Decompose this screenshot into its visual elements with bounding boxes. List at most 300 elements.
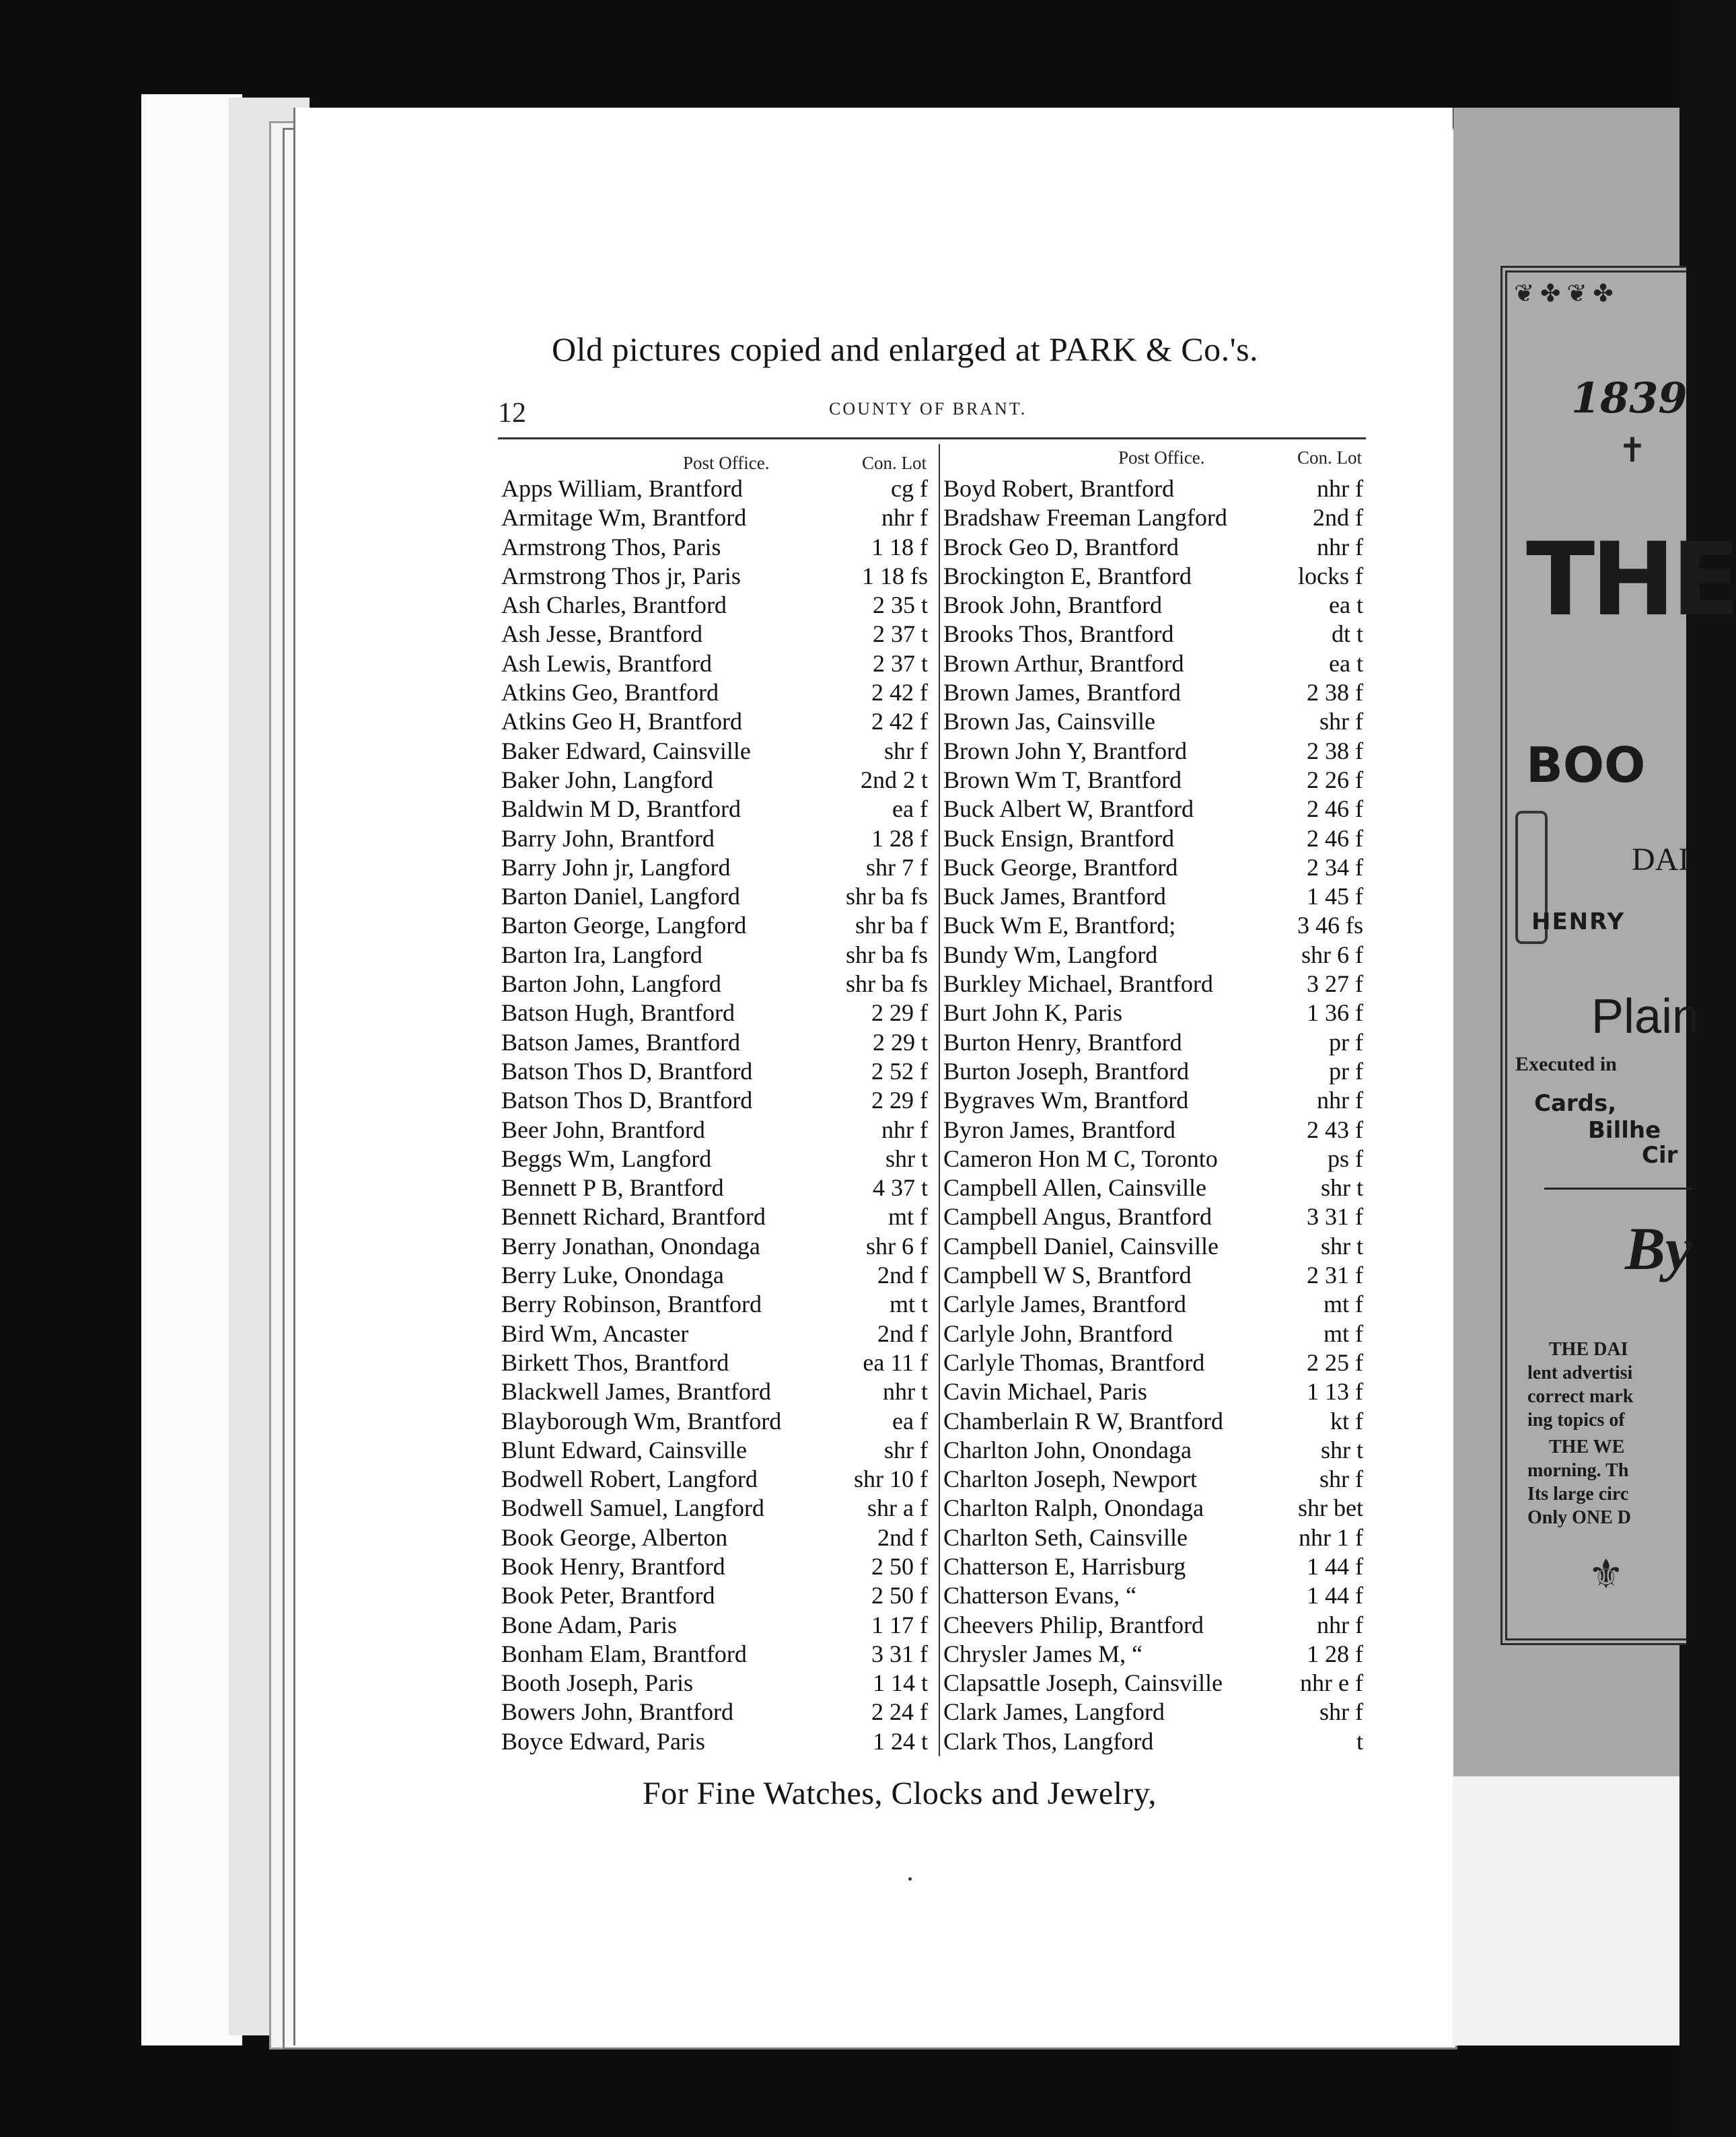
adjacent-page-margin — [1453, 1776, 1679, 2045]
entry-con-lot: 3 31 f — [871, 1640, 928, 1667]
entry-con-lot: 1 44 f — [1307, 1582, 1363, 1609]
directory-entry — [943, 1290, 1367, 1319]
directory-entry — [501, 1640, 932, 1669]
directory-entry — [501, 1232, 932, 1261]
entry-con-lot: shr ba fs — [846, 970, 928, 998]
directory-list — [943, 474, 1367, 1756]
header-advertisement: Old pictures copied and enlarged at PARK & Co.'s. — [552, 330, 1259, 368]
entry-con-lot: 1 18 f — [871, 533, 928, 560]
entry-name: Buck Wm E, Brantford; — [943, 912, 1176, 939]
directory-entry — [501, 1086, 932, 1115]
directory-entry — [943, 1436, 1367, 1465]
ad-line: Its large circ — [1527, 1484, 1629, 1505]
directory-entry — [943, 1261, 1367, 1290]
directory-entry — [501, 1116, 932, 1145]
entry-con-lot: 2 37 t — [872, 620, 928, 648]
entry-con-lot: pr f — [1329, 1057, 1363, 1085]
entry-con-lot: nhr f — [881, 1116, 928, 1143]
directory-entry — [943, 1377, 1367, 1406]
entry-con-lot: 1 17 f — [871, 1611, 928, 1638]
entry-name: Batson Thos D, Brantford — [501, 1087, 753, 1114]
directory-entry — [943, 1407, 1367, 1436]
entry-name: Batson Hugh, Brantford — [501, 999, 735, 1027]
entry-name: Ash Charles, Brantford — [501, 591, 727, 619]
directory-entry — [943, 737, 1367, 766]
entry-con-lot: 2 42 f — [871, 708, 928, 735]
entry-name: Ash Jesse, Brantford — [501, 620, 702, 648]
entry-con-lot: shr 6 f — [866, 1232, 928, 1260]
directory-entry — [501, 824, 932, 853]
entry-con-lot: 1 28 f — [1307, 1640, 1363, 1667]
ornament-icon: ❦ ✤ ❦ ✤ — [1514, 280, 1614, 307]
entry-con-lot: 2nd f — [1313, 504, 1363, 532]
directory-entry — [501, 1698, 932, 1727]
entry-con-lot: pr f — [1329, 1028, 1363, 1056]
entry-name: Burkley Michael, Brantford — [943, 970, 1213, 998]
entry-name: Ash Lewis, Brantford — [501, 649, 712, 677]
directory-entry — [943, 1057, 1367, 1086]
directory-entry — [943, 1727, 1367, 1756]
ad-title: THE — [1526, 521, 1736, 639]
entry-con-lot: ea t — [1329, 649, 1363, 677]
entry-con-lot: shr t — [1321, 1436, 1363, 1463]
entry-con-lot: 3 46 fs — [1297, 912, 1363, 939]
directory-entry — [501, 795, 932, 824]
entry-con-lot: 1 36 f — [1307, 999, 1363, 1027]
entry-con-lot: shr 10 f — [854, 1465, 928, 1493]
entry-name: Brown Wm T, Brantford — [943, 766, 1182, 793]
directory-entry — [943, 707, 1367, 736]
con-lot-header: Con. Lot — [1297, 447, 1362, 468]
entry-name: Brooks Thos, Brantford — [943, 620, 1174, 648]
ad-line: Billhe — [1588, 1117, 1661, 1144]
entry-name: Barry John, Brantford — [501, 824, 715, 852]
entry-con-lot: 4 37 t — [872, 1174, 928, 1202]
directory-entry — [501, 562, 932, 591]
entry-name: Baldwin M D, Brantford — [501, 795, 741, 823]
directory-entry — [943, 1028, 1367, 1057]
directory-entry — [943, 503, 1367, 532]
entry-name: Chatterson E, Harrisburg — [943, 1552, 1186, 1580]
entry-name: Blayborough Wm, Brantford — [501, 1407, 782, 1435]
entry-name: Bradshaw Freeman Langford — [943, 504, 1227, 532]
entry-name: Campbell Angus, Brantford — [943, 1203, 1212, 1231]
entry-name: Carlyle Thomas, Brantford — [943, 1348, 1205, 1376]
directory-entry — [501, 1202, 932, 1231]
directory-entry — [501, 1261, 932, 1290]
entry-name: Boyce Edward, Paris — [501, 1727, 705, 1755]
directory-entry — [501, 1611, 932, 1640]
directory-entry — [943, 1552, 1367, 1581]
entry-name: Chamberlain R W, Brantford — [943, 1407, 1223, 1435]
ad-line: HENRY — [1531, 908, 1626, 935]
entry-con-lot: cg f — [891, 475, 928, 502]
entry-con-lot: shr ba f — [855, 912, 928, 939]
entry-name: Bodwell Samuel, Langford — [501, 1494, 764, 1522]
directory-entry — [943, 591, 1367, 620]
column-divider — [939, 444, 940, 1756]
entry-con-lot: locks f — [1298, 562, 1363, 589]
entry-con-lot: 1 44 f — [1307, 1552, 1363, 1580]
entry-name: Bodwell Robert, Langford — [501, 1465, 758, 1493]
entry-name: Barton George, Langford — [501, 912, 747, 939]
entry-con-lot: 2 52 f — [871, 1057, 928, 1085]
directory-entry — [501, 620, 932, 649]
directory-entry — [501, 1407, 932, 1436]
directory-entry — [943, 1319, 1367, 1348]
directory-entry — [501, 970, 932, 999]
entry-con-lot: shr f — [884, 737, 928, 764]
entry-name: Chrysler James M, “ — [943, 1640, 1143, 1667]
entry-name: Clark Thos, Langford — [943, 1727, 1154, 1755]
directory-entry — [501, 1173, 932, 1202]
entry-name: Atkins Geo, Brantford — [501, 679, 719, 707]
entry-name: Barton John, Langford — [501, 970, 721, 998]
entry-name: Byron James, Brantford — [943, 1116, 1176, 1143]
directory-entry — [501, 999, 932, 1027]
directory-entry — [943, 474, 1367, 503]
ad-line: Cir — [1642, 1142, 1678, 1169]
directory-entry — [501, 941, 932, 970]
directory-entry — [501, 1319, 932, 1348]
entry-con-lot: 2 42 f — [871, 679, 928, 707]
entry-name: Berry Jonathan, Onondaga — [501, 1232, 760, 1260]
entry-name: Berry Luke, Onondaga — [501, 1262, 724, 1289]
entry-name: Cameron Hon M C, Toronto — [943, 1145, 1218, 1172]
cross-ornament-icon: ✝ — [1618, 431, 1647, 469]
entry-name: Burton Henry, Brantford — [943, 1028, 1182, 1056]
post-office-header: Post Office. — [1118, 447, 1205, 468]
entry-con-lot: 2nd f — [877, 1262, 928, 1289]
directory-entry — [501, 649, 932, 678]
entry-con-lot: 2 43 f — [1307, 1116, 1363, 1143]
entry-name: Birkett Thos, Brantford — [501, 1348, 729, 1376]
directory-entry — [943, 1173, 1367, 1202]
directory-entry — [943, 882, 1367, 911]
entry-name: Brown John Y, Brantford — [943, 737, 1187, 764]
entry-name: Bennett P B, Brantford — [501, 1174, 724, 1202]
entry-name: Burt John K, Paris — [943, 999, 1123, 1027]
entry-con-lot: ps f — [1328, 1145, 1363, 1172]
entry-con-lot: 3 27 f — [1307, 970, 1363, 998]
directory-entry — [501, 591, 932, 620]
directory-entry — [943, 1669, 1367, 1698]
ad-line: correct mark — [1527, 1386, 1634, 1407]
entry-name: Brown James, Brantford — [943, 679, 1181, 707]
book-board-edge — [141, 94, 242, 2045]
entry-con-lot: shr f — [884, 1436, 928, 1463]
directory-entry — [501, 1523, 932, 1552]
running-head: COUNTY OF BRANT. — [829, 399, 1027, 419]
entry-con-lot: nhr f — [1317, 533, 1363, 560]
directory-entry — [943, 620, 1367, 649]
directory-entry — [943, 1116, 1367, 1145]
directory-entry — [943, 1698, 1367, 1727]
directory-entry — [501, 1028, 932, 1057]
entry-con-lot: ea t — [1329, 591, 1363, 619]
entry-con-lot: shr f — [1319, 1698, 1363, 1726]
entry-name: Apps William, Brantford — [501, 475, 743, 502]
entry-con-lot: 2 25 f — [1307, 1348, 1363, 1376]
entry-con-lot: mt f — [1324, 1291, 1363, 1318]
entry-name: Batson Thos D, Brantford — [501, 1057, 753, 1085]
page-speck — [908, 1877, 912, 1881]
ad-year: 1839 — [1571, 373, 1688, 423]
directory-entry — [943, 795, 1367, 824]
ad-line: DAI — [1632, 842, 1690, 877]
entry-name: Booth Joseph, Paris — [501, 1669, 694, 1697]
directory-entry — [501, 1436, 932, 1465]
entry-name: Carlyle James, Brantford — [943, 1291, 1186, 1318]
entry-con-lot: 2 34 f — [1307, 853, 1363, 881]
entry-con-lot: ea f — [892, 1407, 928, 1435]
page-number: 12 — [498, 398, 526, 429]
entry-name: Charlton Seth, Cainsville — [943, 1523, 1188, 1551]
post-office-header: Post Office. — [683, 453, 770, 473]
entry-name: Beer John, Brantford — [501, 1116, 705, 1143]
directory-entry — [943, 1145, 1367, 1173]
entry-name: Book George, Alberton — [501, 1523, 728, 1551]
directory-entry — [501, 707, 932, 736]
entry-name: Batson James, Brantford — [501, 1028, 740, 1056]
entry-con-lot: 2 29 f — [871, 999, 928, 1027]
entry-name: Chatterson Evans, “ — [943, 1582, 1136, 1609]
entry-con-lot: 2nd 2 t — [860, 766, 928, 793]
entry-con-lot: dt t — [1331, 620, 1363, 648]
entry-name: Brown Jas, Cainsville — [943, 708, 1155, 735]
directory-entry — [943, 1348, 1367, 1377]
entry-con-lot: nhr 1 f — [1299, 1523, 1363, 1551]
entry-con-lot: 2nd f — [877, 1319, 928, 1347]
directory-list — [501, 474, 932, 1756]
adjacent-advertisement — [1500, 266, 1736, 1645]
directory-entry — [943, 649, 1367, 678]
entry-con-lot: 2 38 f — [1307, 679, 1363, 707]
directory-entry — [501, 533, 932, 562]
directory-entry — [501, 1727, 932, 1756]
entry-con-lot: shr t — [1321, 1232, 1363, 1260]
ad-word: BOO — [1526, 737, 1646, 793]
entry-name: Blunt Edward, Cainsville — [501, 1436, 747, 1463]
directory-entry — [943, 1523, 1367, 1552]
entry-con-lot: 2 26 f — [1307, 766, 1363, 793]
directory-entry — [943, 766, 1367, 795]
directory-entry — [501, 1377, 932, 1406]
ad-line: ing topics of — [1527, 1410, 1625, 1430]
entry-con-lot: 2 31 f — [1307, 1262, 1363, 1289]
directory-entry — [943, 1611, 1367, 1640]
entry-name: Burton Joseph, Brantford — [943, 1057, 1189, 1085]
entry-con-lot: 1 13 f — [1307, 1378, 1363, 1406]
entry-name: Cavin Michael, Paris — [943, 1378, 1147, 1406]
entry-con-lot: nhr f — [1317, 1087, 1363, 1114]
entry-name: Baker John, Langford — [501, 766, 713, 793]
directory-entry — [943, 911, 1367, 940]
directory-entry — [943, 678, 1367, 707]
directory-entry — [501, 882, 932, 911]
entry-name: Armitage Wm, Brantford — [501, 504, 747, 532]
entry-con-lot: shr t — [885, 1145, 928, 1172]
entry-con-lot: nhr f — [1317, 1611, 1363, 1638]
ad-line: By — [1625, 1216, 1692, 1282]
entry-con-lot: shr 6 f — [1301, 941, 1363, 968]
entry-name: Buck Albert W, Brantford — [943, 795, 1194, 823]
directory-entry — [943, 1465, 1367, 1494]
entry-name: Bird Wm, Ancaster — [501, 1319, 689, 1347]
directory-entry — [943, 999, 1367, 1027]
directory-entry — [943, 970, 1367, 999]
directory-entry — [501, 766, 932, 795]
column-header — [943, 447, 1367, 474]
con-lot-header: Con. Lot — [861, 453, 927, 473]
ad-line: morning. Th — [1527, 1460, 1629, 1481]
directory-entry — [501, 1145, 932, 1173]
entry-con-lot: 1 14 t — [872, 1669, 928, 1697]
entry-name: Barton Daniel, Langford — [501, 883, 740, 910]
entry-con-lot: shr ba fs — [846, 941, 928, 968]
entry-con-lot: kt f — [1330, 1407, 1363, 1435]
directory-entry — [943, 853, 1367, 882]
entry-name: Bundy Wm, Langford — [943, 941, 1158, 968]
entry-con-lot: 2 50 f — [871, 1582, 928, 1609]
left-column — [501, 447, 932, 1756]
entry-con-lot: shr a f — [867, 1494, 928, 1522]
entry-name: Bone Adam, Paris — [501, 1611, 677, 1638]
directory-entry — [501, 1465, 932, 1494]
entry-name: Buck James, Brantford — [943, 883, 1166, 910]
entry-con-lot: 1 18 fs — [862, 562, 928, 589]
entry-con-lot: nhr e f — [1300, 1669, 1363, 1697]
entry-con-lot: t — [1356, 1727, 1363, 1755]
directory-entry — [501, 1348, 932, 1377]
directory-entry — [501, 1057, 932, 1086]
entry-name: Bonham Elam, Brantford — [501, 1640, 747, 1667]
ad-line: Only ONE D — [1527, 1507, 1632, 1528]
entry-name: Brook John, Brantford — [943, 591, 1162, 619]
entry-con-lot: 2 37 t — [872, 649, 928, 677]
entry-con-lot: 3 31 f — [1307, 1203, 1363, 1231]
entry-name: Clapsattle Joseph, Cainsville — [943, 1669, 1223, 1697]
entry-name: Book Peter, Brantford — [501, 1582, 715, 1609]
entry-con-lot: mt t — [889, 1291, 928, 1318]
directory-entry — [501, 1494, 932, 1523]
entry-con-lot: ea 11 f — [863, 1348, 928, 1376]
entry-con-lot: 2 38 f — [1307, 737, 1363, 764]
directory-entry — [501, 853, 932, 882]
entry-name: Bennett Richard, Brantford — [501, 1203, 766, 1231]
entry-con-lot: 2nd f — [877, 1523, 928, 1551]
entry-name: Clark James, Langford — [943, 1698, 1165, 1726]
entry-con-lot: nhr f — [1317, 475, 1363, 502]
entry-name: Bowers John, Brantford — [501, 1698, 733, 1726]
entry-name: Brockington E, Brantford — [943, 562, 1192, 589]
entry-con-lot: nhr t — [883, 1378, 928, 1406]
ad-rule — [1544, 1188, 1692, 1190]
entry-name: Book Henry, Brantford — [501, 1552, 725, 1580]
entry-con-lot: shr f — [1319, 708, 1363, 735]
entry-con-lot: ea f — [892, 795, 928, 823]
entry-name: Buck George, Brantford — [943, 853, 1178, 881]
entry-con-lot: mt f — [1324, 1319, 1363, 1347]
entry-con-lot: shr bet — [1298, 1494, 1363, 1522]
directory-entry — [501, 737, 932, 766]
directory-entry — [501, 1669, 932, 1698]
entry-name: Campbell W S, Brantford — [943, 1262, 1192, 1289]
entry-name: Brock Geo D, Brantford — [943, 533, 1179, 560]
entry-name: Bygraves Wm, Brantford — [943, 1087, 1189, 1114]
entry-con-lot: 2 46 f — [1307, 795, 1363, 823]
ad-line: Cards, — [1534, 1090, 1617, 1117]
entry-con-lot: 2 29 f — [871, 1087, 928, 1114]
entry-name: Charlton Ralph, Onondaga — [943, 1494, 1204, 1522]
entry-name: Beggs Wm, Langford — [501, 1145, 712, 1172]
right-column — [943, 447, 1367, 1756]
entry-con-lot: 2 50 f — [871, 1552, 928, 1580]
directory-entry — [501, 503, 932, 532]
directory-entry — [943, 1232, 1367, 1261]
entry-name: Cheevers Philip, Brantford — [943, 1611, 1204, 1638]
directory-entry — [943, 1640, 1367, 1669]
entry-name: Boyd Robert, Brantford — [943, 475, 1174, 502]
entry-con-lot: 2 29 t — [872, 1028, 928, 1056]
directory-entry — [943, 1086, 1367, 1115]
directory-entry — [501, 678, 932, 707]
entry-name: Barry John jr, Langford — [501, 853, 731, 881]
entry-name: Blackwell James, Brantford — [501, 1378, 771, 1406]
directory-entry — [501, 911, 932, 940]
entry-con-lot: 1 24 t — [872, 1727, 928, 1755]
directory-entry — [943, 1581, 1367, 1610]
directory-entry — [943, 562, 1367, 591]
directory-entry — [943, 941, 1367, 970]
entry-name: Campbell Allen, Cainsville — [943, 1174, 1206, 1202]
directory-entry — [501, 1581, 932, 1610]
directory-entry — [943, 533, 1367, 562]
entry-con-lot: shr f — [1319, 1465, 1363, 1493]
ad-line: THE DAI — [1549, 1339, 1628, 1360]
entry-name: Berry Robinson, Brantford — [501, 1291, 762, 1318]
ad-line: lent advertisi — [1527, 1363, 1633, 1383]
column-header — [501, 447, 932, 474]
entry-con-lot: 1 45 f — [1307, 883, 1363, 910]
entry-name: Atkins Geo H, Brantford — [501, 708, 742, 735]
directory-entry — [943, 824, 1367, 853]
entry-con-lot: shr t — [1321, 1174, 1363, 1202]
entry-name: Brown Arthur, Brantford — [943, 649, 1184, 677]
entry-name: Armstrong Thos, Paris — [501, 533, 721, 560]
entry-con-lot: mt f — [888, 1203, 928, 1231]
entry-con-lot: 2 35 t — [872, 591, 928, 619]
directory-entry — [501, 474, 932, 503]
ornament-icon: ⚜ — [1588, 1552, 1624, 1597]
entry-name: Barton Ira, Langford — [501, 941, 702, 968]
ad-line: Plain — [1591, 990, 1700, 1044]
ad-line: Executed in — [1515, 1053, 1617, 1075]
ad-line: THE WE — [1549, 1437, 1625, 1457]
entry-name: Armstrong Thos jr, Paris — [501, 562, 741, 589]
entry-con-lot: 2 24 f — [871, 1698, 928, 1726]
entry-con-lot: shr ba fs — [846, 883, 928, 910]
entry-con-lot: 2 46 f — [1307, 824, 1363, 852]
entry-name: Campbell Daniel, Cainsville — [943, 1232, 1219, 1260]
entry-con-lot: shr 7 f — [866, 853, 928, 881]
entry-con-lot: 1 28 f — [871, 824, 928, 852]
entry-name: Charlton John, Onondaga — [943, 1436, 1192, 1463]
directory-entry — [943, 1494, 1367, 1523]
entry-name: Charlton Joseph, Newport — [943, 1465, 1197, 1493]
directory-entry — [501, 1552, 932, 1581]
entry-name: Baker Edward, Cainsville — [501, 737, 751, 764]
